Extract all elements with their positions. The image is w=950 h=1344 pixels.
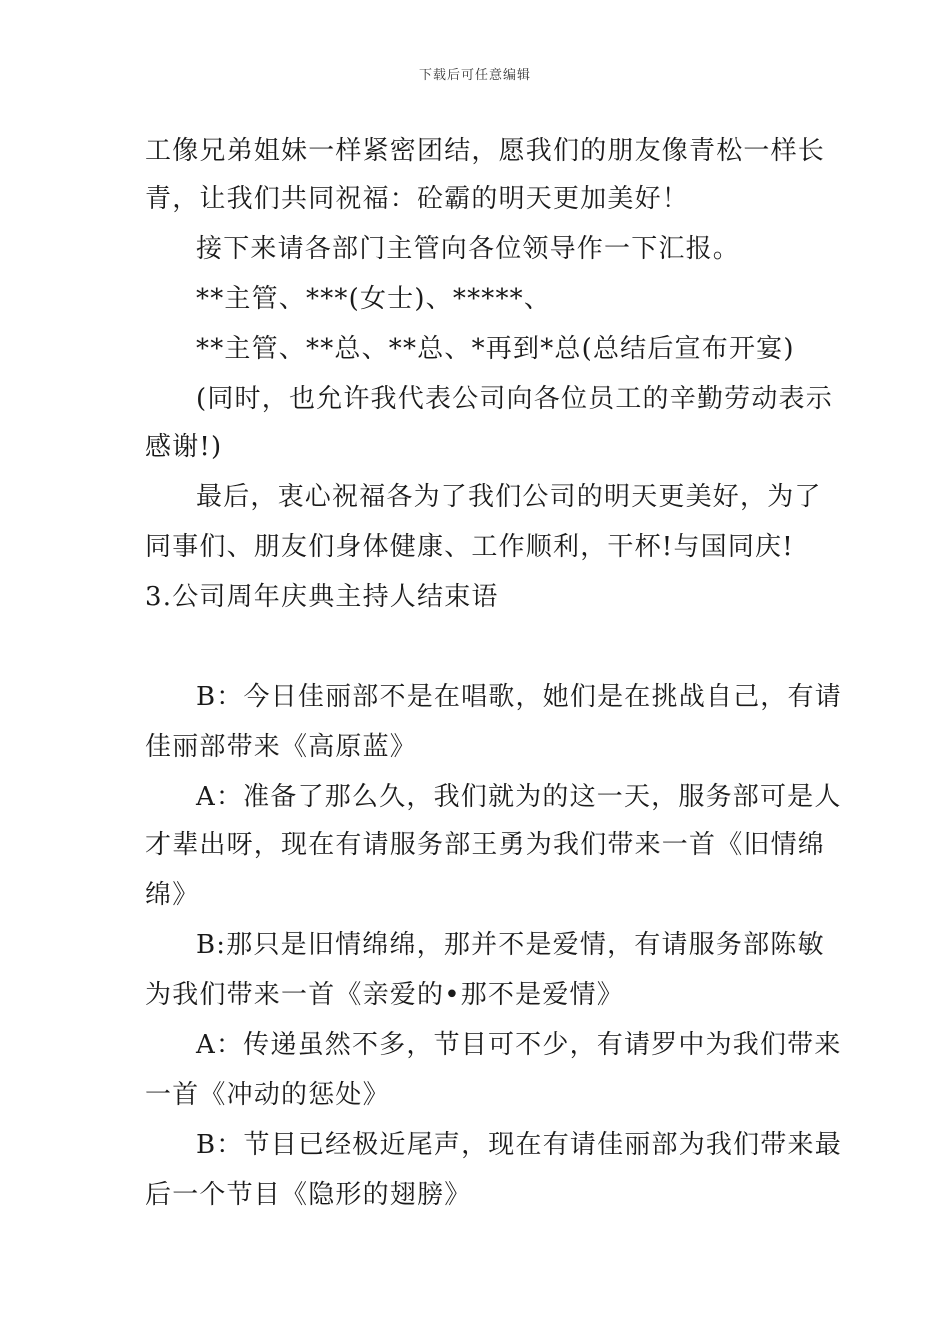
body-line-13: A：准备了那么久，我们就为的这一天，服务部可是人	[196, 782, 842, 812]
body-line-9: 同事们、朋友们身体健康、工作顺利，干杯!与国同庆!	[145, 532, 794, 562]
body-line-3: 接下来请各部门主管向各位领导作一下汇报。	[196, 234, 741, 264]
body-line-16: B:那只是旧情绵绵，那并不是爱情，有请服务部陈敏	[196, 930, 825, 960]
body-line-17: 为我们带来一首《亲爱的•那不是爱情》	[145, 980, 624, 1010]
page-header-note: 下载后可任意编辑	[418, 68, 531, 83]
body-line-4: **主管、***(女士)、*****、	[196, 284, 552, 314]
section-heading: 3.公司周年庆典主持人结束语	[145, 582, 499, 612]
body-line-12: 佳丽部带来《高原蓝》	[145, 732, 418, 762]
body-line-7: 感谢!)	[145, 432, 223, 462]
body-line-11: B：今日佳丽部不是在唱歌，她们是在挑战自己，有请	[196, 682, 842, 712]
body-line-21: 后一个节目《隐形的翅膀》	[145, 1180, 472, 1210]
body-line-6: (同时，也允许我代表公司向各位员工的辛勤劳动表示	[196, 384, 833, 414]
body-line-8: 最后，衷心祝福各为了我们公司的明天更美好，为了	[196, 482, 822, 512]
body-line-20: B：节目已经极近尾声，现在有请佳丽部为我们带来最	[196, 1130, 842, 1160]
body-line-14: 才辈出呀，现在有请服务部王勇为我们带来一首《旧情绵	[145, 830, 826, 860]
body-line-18: A：传递虽然不多，节目可不少，有请罗中为我们带来	[196, 1030, 842, 1060]
body-line-5: **主管、**总、**总、*再到*总(总结后宣布开宴)	[196, 334, 795, 364]
body-line-2: 青，让我们共同祝福：砼霸的明天更加美好！	[145, 184, 690, 214]
body-line-19: 一首《冲动的惩处》	[145, 1080, 390, 1110]
body-line-1: 工像兄弟姐妹一样紧密团结，愿我们的朋友像青松一样长	[145, 136, 826, 166]
body-line-15: 绵》	[145, 880, 200, 910]
